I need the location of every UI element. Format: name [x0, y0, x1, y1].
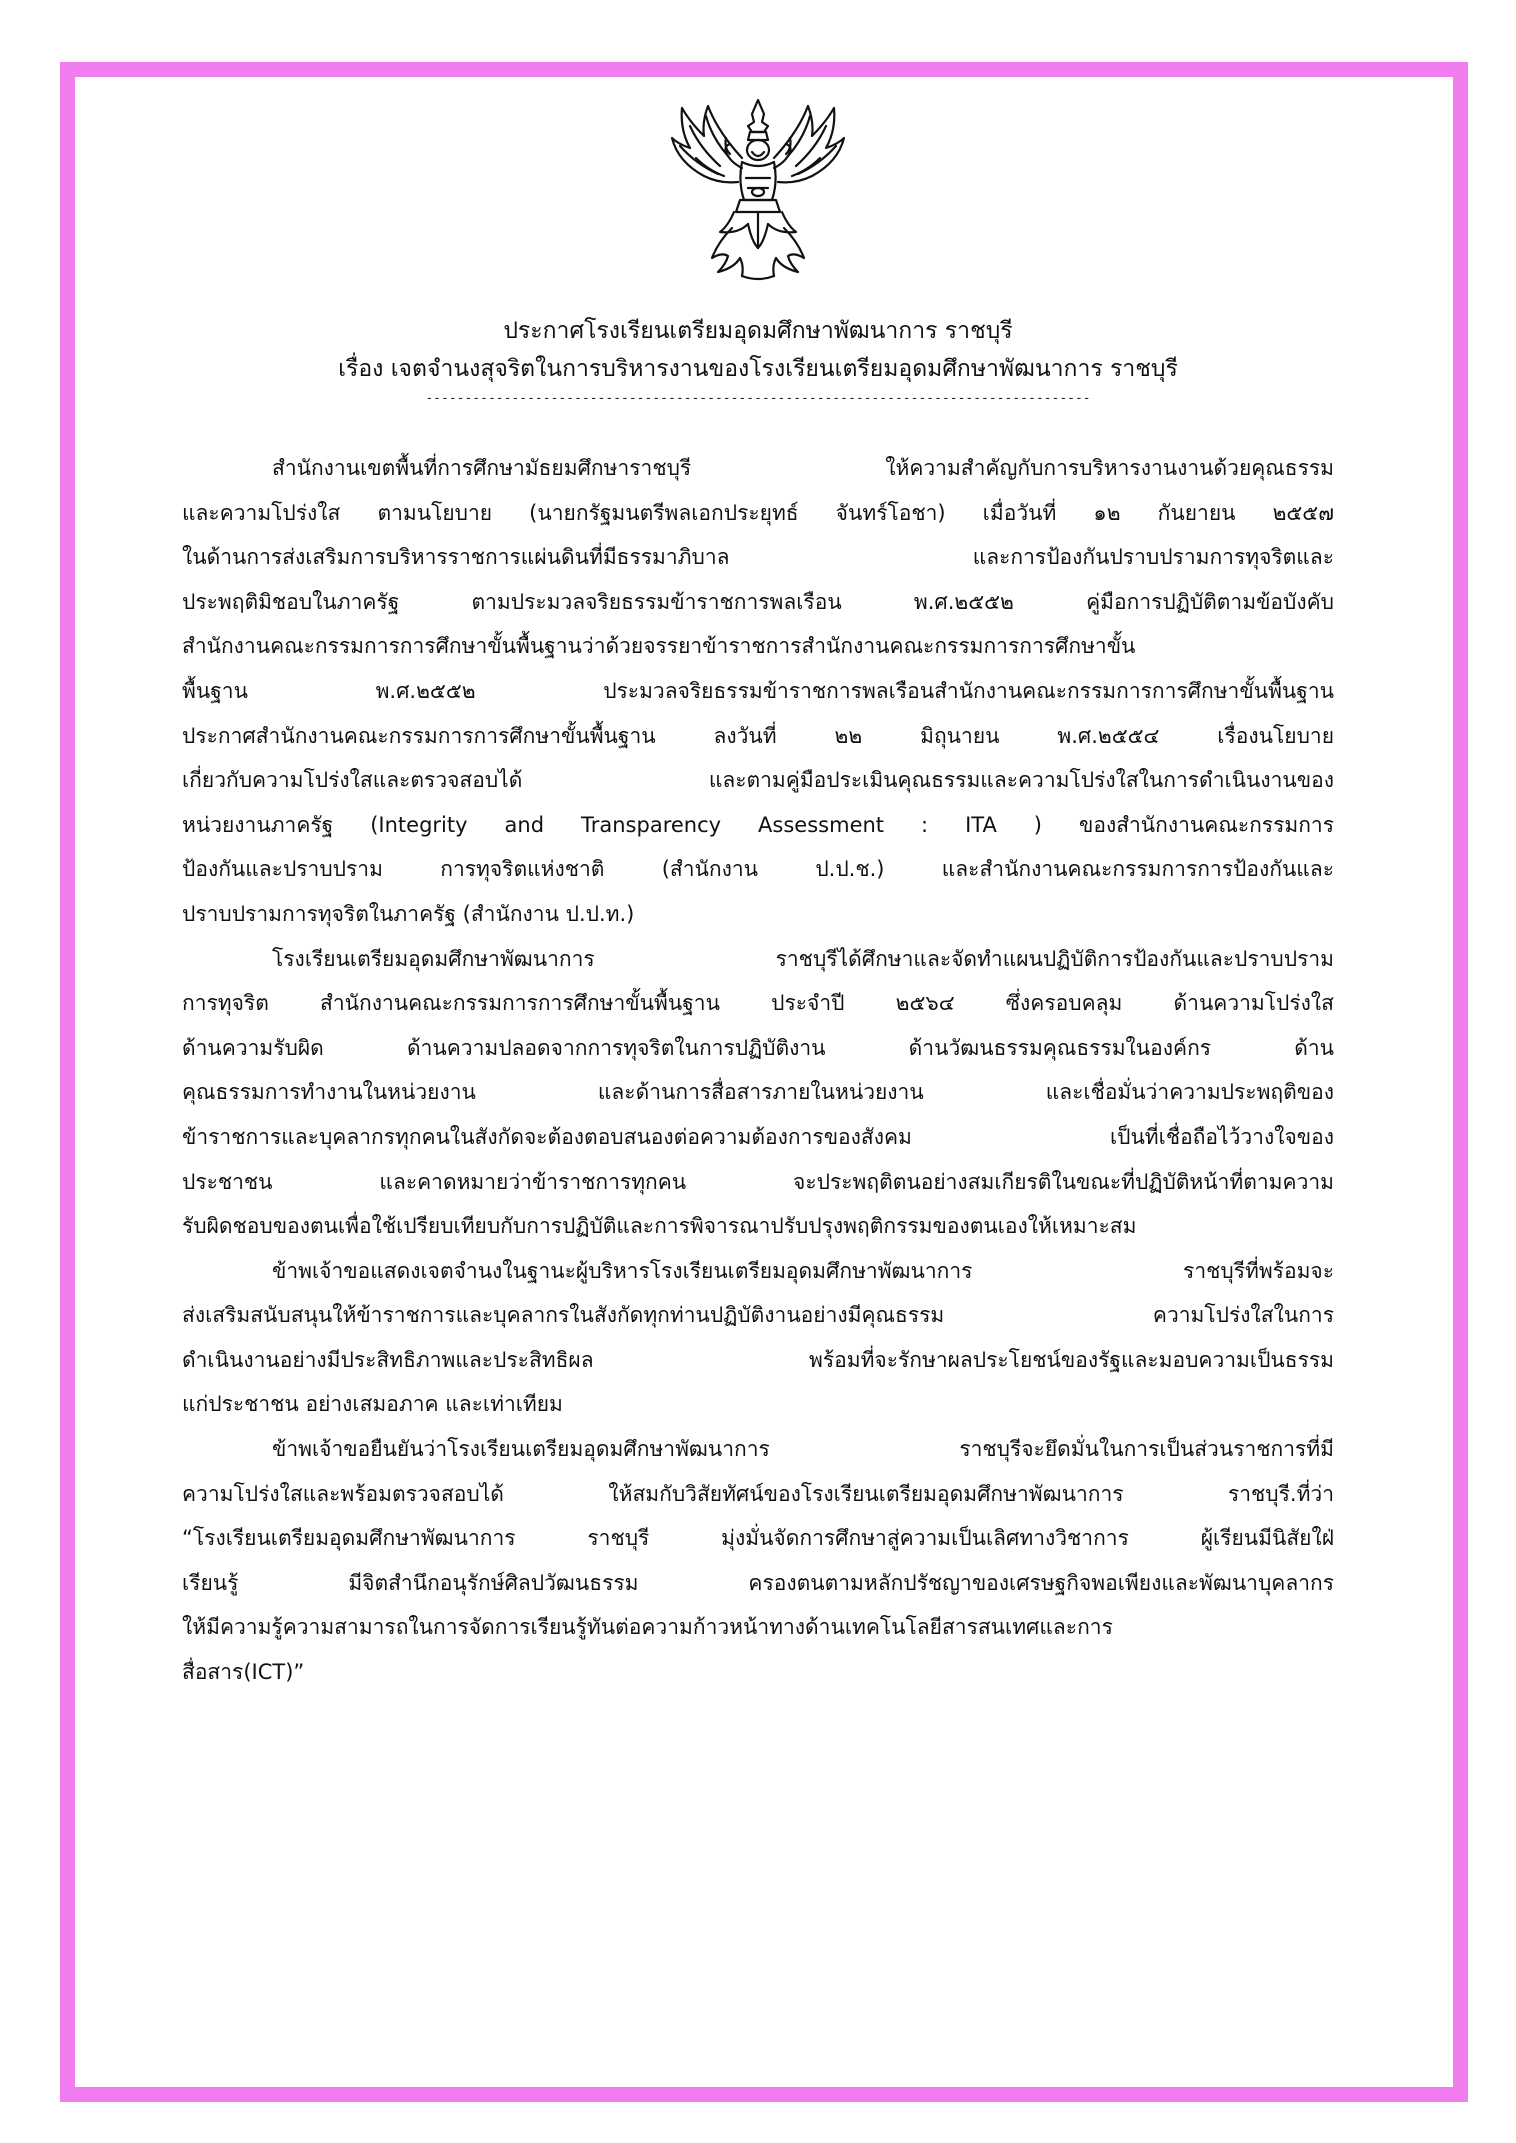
paragraph-line: คุณธรรมการทำงานในหน่วยงาน และด้านการสื่อสารภายในหน่วยงาน และเชื่อมั่นว่าความประพฤติของ [182, 1080, 1334, 1105]
paragraph-line: ด้านความรับผิด ด้านความปลอดจากการทุจริตในการปฏิบัติงาน ด้านวัฒนธรรมคุณธรรมในองค์กร ด้าน [182, 1035, 1334, 1060]
paragraph-line: สำนักงานคณะกรรมการการศึกษาขั้นพื้นฐานว่าด้วยจรรยาข้าราชการสำนักงานคณะกรรมการการศึกษาขั้น [182, 634, 1136, 659]
paragraph-line: ความโปร่งใสและพร้อมตรวจสอบได้ ให้สมกับวิสัยทัศน์ของโรงเรียนเตรียมอุดมศึกษาพัฒนาการ ราชบุรี.ที่ว่า [182, 1481, 1334, 1506]
paragraph-line: ประชาชน และคาดหมายว่าข้าราชการทุกคน จะประพฤติตนอย่างสมเกียรติในขณะที่ปฏิบัติหน้าที่ตามความ [182, 1169, 1334, 1194]
paragraph-line: หน่วยงานภาครัฐ (Integrity and Transparency Assessment : ITA ) ของสำนักงานคณะกรรมการ [182, 812, 1334, 837]
paragraph-line: ให้มีความรู้ความสามารถในการจัดการเรียนรู้ทันต่อความก้าวหน้าทางด้านเทคโนโลยีสารสนเทศและการ [182, 1615, 1113, 1640]
paragraph-line: โรงเรียนเตรียมอุดมศึกษาพัฒนาการ ราชบุรีได้ศึกษาและจัดทำแผนปฏิบัติการป้องกันและปราบปราม [272, 946, 1334, 971]
paragraph-line: พื้นฐาน พ.ศ.๒๕๕๒ ประมวลจริยธรรมข้าราชการพลเรือนสำนักงานคณะกรรมการการศึกษาขั้นพื้นฐาน [182, 678, 1334, 703]
paragraph-line: ปราบปรามการทุจริตในภาครัฐ (สำนักงาน ป.ป.ท.) [182, 901, 635, 926]
paragraph-line: สื่อสาร(ICT)” [182, 1660, 305, 1685]
paragraph-line: ประพฤติมิชอบในภาครัฐ ตามประมวลจริยธรรมข้าราชการพลเรือน พ.ศ.๒๕๕๒ คู่มือการปฏิบัติตามข้อบังคับ [182, 589, 1334, 614]
paragraph-line: และความโปร่งใส ตามนโยบาย (นายกรัฐมนตรีพลเอกประยุทธ์ จันทร์โอชา) เมื่อวันที่ ๑๒ กันยายน ๒๕๕๗ [182, 500, 1334, 525]
announcement-subject: เรื่อง เจตจำนงสุจริตในการบริหารงานของโรงเรียนเตรียมอุดมศึกษาพัฒนาการ ราชบุรี [338, 356, 1178, 382]
paragraph-line: ประกาศสำนักงานคณะกรรมการการศึกษาขั้นพื้นฐาน ลงวันที่ ๒๒ มิถุนายน พ.ศ.๒๕๕๔ เรื่องนโยบาย [182, 723, 1334, 748]
announcement-body [182, 446, 1334, 1695]
paragraph-line: ข้าพเจ้าขอแสดงเจตจำนงในฐานะผู้บริหารโรงเรียนเตรียมอุดมศึกษาพัฒนาการ ราชบุรีที่พร้อมจะ [272, 1258, 1334, 1283]
paragraph-line: ป้องกันและปราบปราม การทุจริตแห่งชาติ (สำนักงาน ป.ป.ช.) และสำนักงานคณะกรรมการการป้องกันและ [182, 857, 1334, 882]
paragraph-2 [182, 937, 1334, 1249]
paragraph-line: ส่งเสริมสนับสนุนให้ข้าราชการและบุคลากรในสังกัดทุกท่านปฏิบัติงานอย่างมีคุณธรรม ความโปร่งใสในการ [182, 1303, 1334, 1328]
paragraph-3 [182, 1249, 1334, 1427]
announcement-title: ประกาศโรงเรียนเตรียมอุดมศึกษาพัฒนาการ ราชบุรี [503, 318, 1013, 344]
garuda-emblem-icon [668, 92, 848, 288]
announcement-header [160, 312, 1356, 410]
paragraph-line: แก่ประชาชน อย่างเสมอภาค และเท่าเทียม [182, 1392, 563, 1417]
paragraph-line: “โรงเรียนเตรียมอุดมศึกษาพัฒนาการ ราชบุรี มุ่งมั่นจัดการศึกษาสู่ความเป็นเลิศทางวิชาการ ผู้เรียนมีนิสัยใฝ่ [182, 1526, 1334, 1551]
paragraph-line: รับผิดชอบของตนเพื่อใช้เปรียบเทียบกับการปฏิบัติและการพิจารณาปรับปรุงพฤติกรรมของตนเองให้เหมาะสม [182, 1214, 1137, 1239]
paragraph-line: ข้าราชการและบุคลากรทุกคนในสังกัดจะต้องตอบสนองต่อความต้องการของสังคม เป็นที่เชื่อถือไว้วางใจของ [182, 1124, 1334, 1149]
header-divider: ------------------------------------------------------------------------------------- [425, 391, 1091, 406]
paragraph-line: เกี่ยวกับความโปร่งใสและตรวจสอบได้ และตามคู่มือประเมินคุณธรรมและความโปร่งใสในการดำเนินงานของ [182, 768, 1334, 793]
paragraph-line: ดำเนินงานอย่างมีประสิทธิภาพและประสิทธิผล พร้อมที่จะรักษาผลประโยชน์ของรัฐและมอบความเป็นธรรม [182, 1347, 1334, 1372]
paragraph-line: สำนักงานเขตพื้นที่การศึกษามัธยมศึกษาราชบุรี ให้ความสำคัญกับการบริหารงานงานด้วยคุณธรรม [272, 456, 1334, 480]
paragraph-line: เรียนรู้ มีจิตสำนึกอนุรักษ์ศิลปวัฒนธรรม ครองตนตามหลักปรัชญาของเศรษฐกิจพอเพียงและพัฒนาบุคลากร [182, 1570, 1334, 1595]
paragraph-1 [182, 446, 1334, 937]
paragraph-line: ข้าพเจ้าขอยืนยันว่าโรงเรียนเตรียมอุดมศึกษาพัฒนาการ ราชบุรีจะยึดมั่นในการเป็นส่วนราชการที่มี [272, 1437, 1334, 1462]
paragraph-line: ในด้านการส่งเสริมการบริหารราชการแผ่นดินที่มีธรรมาภิบาล และการป้องกันปราบปรามการทุจริตและ [182, 545, 1334, 570]
paragraph-4 [182, 1427, 1334, 1695]
paragraph-line: การทุจริต สำนักงานคณะกรรมการการศึกษาขั้นพื้นฐาน ประจำปี ๒๕๖๔ ซึ่งครอบคลุม ด้านความโปร่งใส [182, 991, 1334, 1016]
